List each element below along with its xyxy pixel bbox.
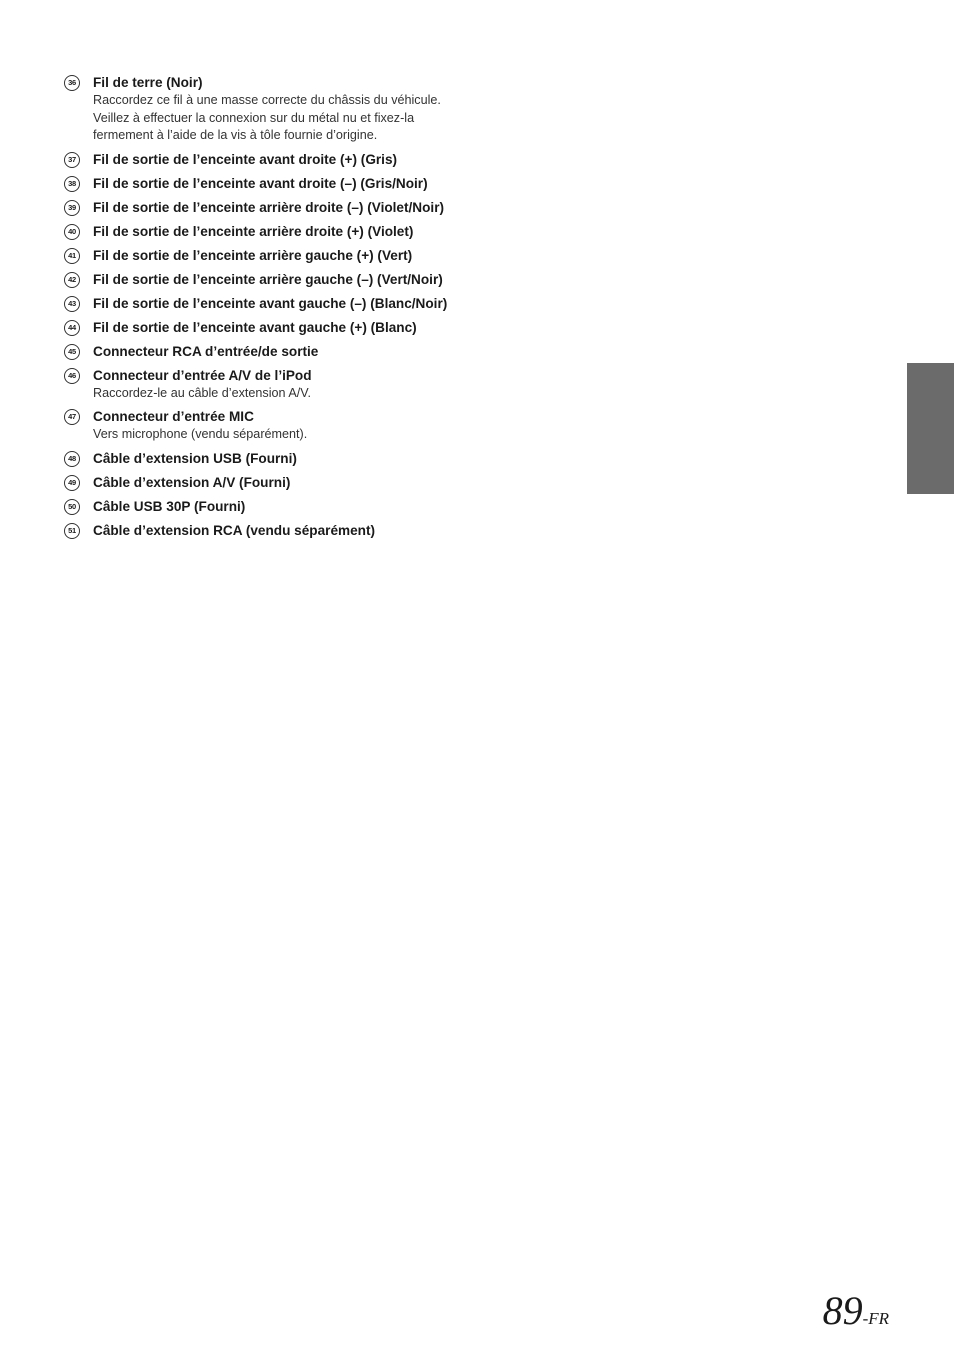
item-title: Fil de terre (Noir) — [93, 75, 203, 90]
item-content — [93, 319, 474, 337]
item-number: 44 — [64, 320, 80, 336]
item-title: Connecteur d’entrée MIC — [93, 409, 254, 424]
item-number: 37 — [64, 152, 80, 168]
page-number — [823, 1287, 889, 1334]
item-content — [93, 247, 474, 265]
list-item — [64, 247, 474, 265]
item-title: Fil de sortie de l’enceinte avant droite (+) (Gris) — [93, 151, 398, 167]
list-item — [64, 450, 474, 468]
item-content — [93, 151, 474, 169]
item-content — [93, 408, 474, 444]
list-item — [64, 151, 474, 169]
list-item — [64, 522, 474, 540]
item-title: Fil de sortie de l’enceinte arrière droite (–) (Violet/Noir) — [93, 199, 445, 215]
list-item — [64, 319, 474, 337]
item-number: 40 — [64, 224, 80, 240]
item-content — [93, 175, 474, 193]
item-description: Raccordez-le au câble d’extension A/V. — [93, 385, 311, 400]
list-item — [64, 271, 474, 289]
list-item — [64, 199, 474, 217]
list-item — [64, 175, 474, 193]
item-content — [93, 474, 474, 492]
item-list — [64, 74, 474, 546]
section-side-tab — [907, 363, 954, 494]
item-number: 39 — [64, 200, 80, 216]
item-title: Fil de sortie de l’enceinte arrière gauche (–) (Vert/Noir) — [93, 271, 443, 287]
item-content — [93, 343, 474, 361]
item-number: 49 — [64, 475, 80, 491]
list-item — [64, 343, 474, 361]
item-title: Fil de sortie de l’enceinte avant droite (–) (Gris/Noir) — [93, 175, 428, 191]
list-item — [64, 295, 474, 313]
item-title: Câble USB 30P (Fourni) — [93, 498, 246, 514]
item-title: Connecteur d’entrée A/V de l’iPod — [93, 367, 312, 383]
item-description: Raccordez ce fil à une masse correcte du châssis du véhicule. Veillez à effectuer la connexion sur du métal nu et fixez-la fermement à l’aide de la vis à tôle fournie d’origine. — [93, 93, 441, 142]
item-number: 46 — [64, 368, 80, 384]
item-content — [93, 271, 474, 289]
item-content — [93, 450, 474, 468]
item-title: Fil de sortie de l’enceinte arrière gauche (+) (Vert) — [93, 247, 413, 263]
page-number-value: 89 — [822, 1288, 863, 1333]
item-title: Fil de sortie de l’enceinte avant gauche (+) (Blanc) — [93, 319, 417, 335]
page-number-suffix: -FR — [862, 1309, 889, 1328]
item-number: 43 — [64, 296, 80, 312]
item-number: 48 — [64, 451, 80, 467]
item-number: 45 — [64, 344, 80, 360]
item-number: 42 — [64, 272, 80, 288]
item-title: Connecteur RCA d’entrée/de sortie — [93, 343, 319, 359]
item-number: 50 — [64, 499, 80, 515]
list-item — [64, 474, 474, 492]
item-content — [93, 199, 474, 217]
item-title: Câble d’extension USB (Fourni) — [93, 450, 297, 466]
list-item — [64, 74, 474, 145]
list-item — [64, 367, 474, 403]
item-number: 51 — [64, 523, 80, 539]
list-item — [64, 498, 474, 516]
item-content — [93, 74, 474, 145]
item-content — [93, 498, 474, 516]
list-item — [64, 408, 474, 444]
list-item — [64, 223, 474, 241]
item-content — [93, 295, 474, 313]
item-description: Vers microphone (vendu séparément). — [93, 427, 308, 441]
item-title: Fil de sortie de l’enceinte avant gauche (–) (Blanc/Noir) — [93, 295, 448, 311]
item-number: 38 — [64, 176, 80, 192]
item-content — [93, 367, 474, 403]
item-content — [93, 522, 474, 540]
item-title: Fil de sortie de l’enceinte arrière droite (+) (Violet) — [93, 223, 414, 239]
item-content — [93, 223, 474, 241]
item-title: Câble d’extension A/V (Fourni) — [93, 474, 291, 490]
item-number: 47 — [64, 409, 80, 425]
item-title: Câble d’extension RCA (vendu séparément) — [93, 522, 376, 538]
item-number: 36 — [64, 75, 80, 91]
item-number: 41 — [64, 248, 80, 264]
